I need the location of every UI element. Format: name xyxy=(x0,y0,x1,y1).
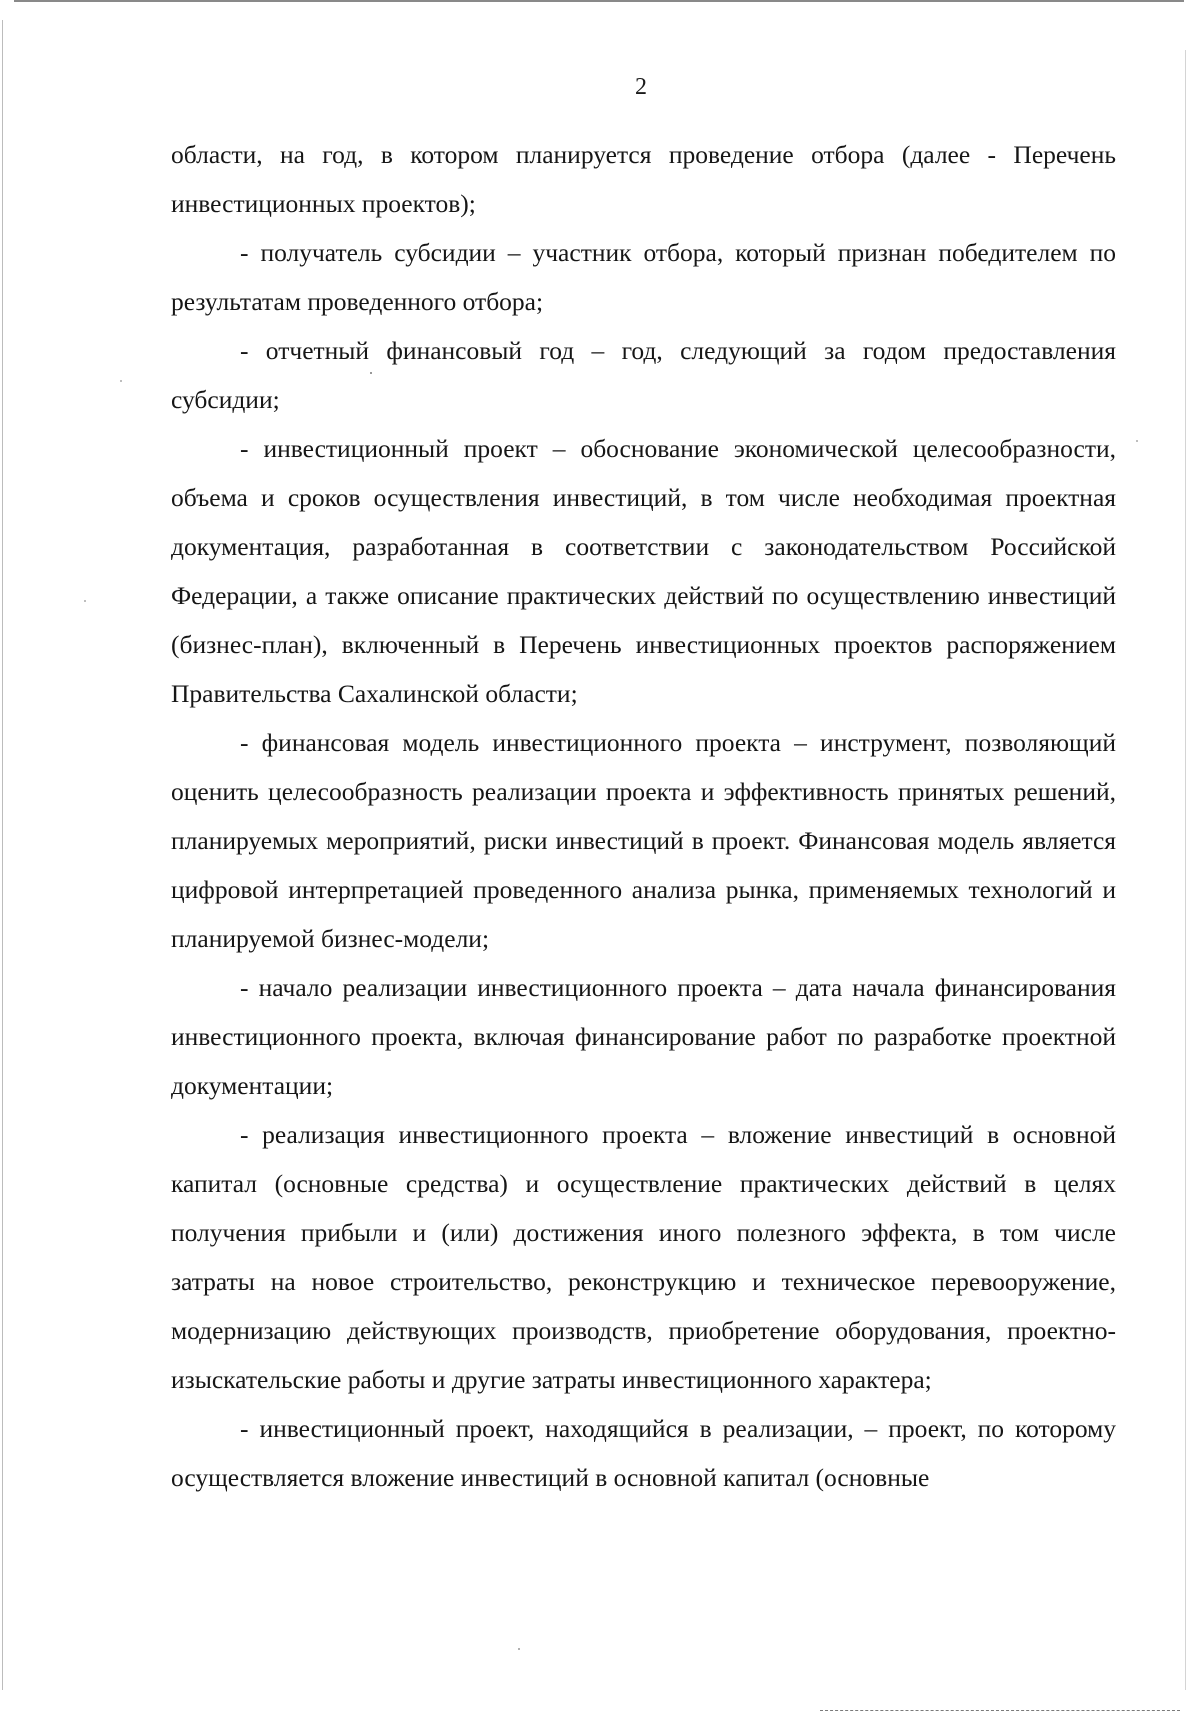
paragraph: - отчетный финансовый год – год, следующий за годом предоставления субсидии; xyxy=(171,336,1116,414)
document-body xyxy=(171,130,1116,1502)
paragraph: - реализация инвестиционного проекта – вложение инвестиций в основной капитал (основные средства) и осуществление практических действий в целях получения прибыли и (или) достижения иного полезного эффекта, в том числе затраты на новое строительство, реконструкцию и техническое перевооружение, модернизацию действующих производств, приобретение оборудования, проектно-изыскательские работы и другие затраты инвестиционного характера; xyxy=(171,1120,1116,1394)
scan-speck xyxy=(120,380,122,382)
paragraph: - начало реализации инвестиционного проекта – дата начала финансирования инвестиционного проекта, включая финансирование работ по разработке проектной документации; xyxy=(171,973,1116,1100)
scan-speck xyxy=(84,600,86,602)
page-number: 2 xyxy=(635,74,647,100)
paragraph: - финансовая модель инвестиционного проекта – инструмент, позволяющий оценить целесообразность реализации проекта и эффективность принятых решений, планируемых мероприятий, риски инвестиций в проект. Финансовая модель является цифровой интерпретацией проведенного анализа рынка, применяемых технологий и планируемой бизнес-модели; xyxy=(171,728,1116,953)
paragraph: области, на год, в котором планируется проведение отбора (далее - Перечень инвестиционных проектов); xyxy=(171,140,1116,218)
scan-edge-left xyxy=(2,20,3,1690)
scan-edge-right xyxy=(1185,50,1186,1690)
paragraph: - инвестиционный проект, находящийся в реализации, – проект, по которому осуществляется вложение инвестиций в основной капитал (основные xyxy=(171,1414,1116,1492)
scan-edge-top xyxy=(14,0,1184,2)
scan-speck xyxy=(1136,440,1138,442)
paragraph: - получатель субсидии – участник отбора, который признан победителем по результатам проведенного отбора; xyxy=(171,238,1116,316)
scan-edge-bottom xyxy=(820,1709,1180,1711)
paragraph: - инвестиционный проект – обоснование экономической целесообразности, объема и сроков осуществления инвестиций, в том числе необходимая проектная документация, разработанная в соответствии с законодательством Российской Федерации, а также описание практических действий по осуществлению инвестиций (бизнес-план), включенный в Перечень инвестиционных проектов распоряжением Правительства Сахалинской области; xyxy=(171,434,1116,708)
scan-speck xyxy=(518,1648,520,1650)
